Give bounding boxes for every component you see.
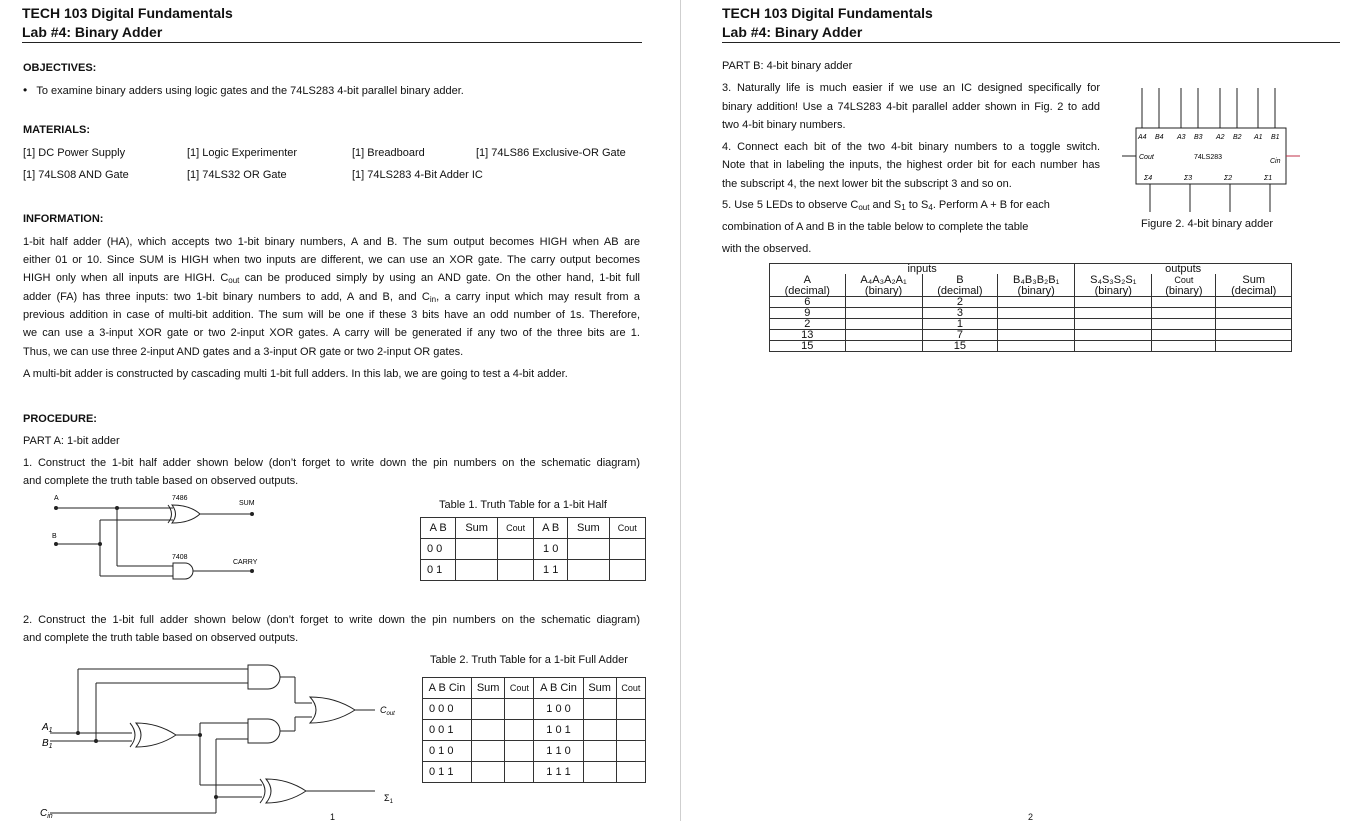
cout-pin: Cout [1139,154,1154,161]
material-item: [1] Breadboard [352,147,425,159]
right-page: TECH 103 Digital Fundamentals Lab #4: Binary Adder PART B: 4-bit binary adder 3. Naturally life is much easier if we use an IC designed specifically for binary addition! Use a 74LS283 4-bit parallel adder shown in Fig. 2 to add two 4-bit binary numbers. 4. Connect each bit of the two 4-bit binary numbers to a toggle switch. Note that in labeling the inputs, the highest order bit for each number has the subscript 4, the next lower bit the subscript 3 and so on. 5. Use 5 LEDs to observe $C_{out}$ and $S_1$ to $S_4$. Perform A + B for each combination of A and B in the table below to complete the table with the observed. A4 B4 A3 B3 A2 B2 A1 B1 Σ4 Σ3 Σ2 Σ1 Cout Cin 74LS283 Figure 2. 4-bit binary adder inputs outputs A A₄A₃A₂A₁ B B₄B₃B₂B₁ S₄S₃S₂S₁ Cout Sum (decimal) (binary) (decimal) (binary) (binary) (binary) (decimal) 6 2 9 3 2 1 13 7 15 15 2 [680,0,1356,821]
course-title: TECH 103 Digital Fundamentals [22,5,233,21]
table-row: 15 15 [770,341,1292,352]
table-row: 9 3 [770,308,1292,319]
objective-item: • To examine binary adders using logic gates and the 74LS283 4-bit parallel binary adder. [23,83,464,97]
table-row: 0 0 1 1 0 1 [423,720,646,741]
information-heading: INFORMATION: [23,213,104,225]
step2-text-cont: and complete the truth table based on observed outputs. [23,632,299,644]
input-b1-label: $B_1$ [42,738,53,750]
table2-caption: Table 2. Truth Table for a 1-bit Full Adder [430,654,628,666]
page-number: 1 [330,812,336,822]
procedure-heading: PROCEDURE: [23,413,97,425]
svg-text:Σ2: Σ2 [1224,175,1233,182]
material-item: [1] 74LS08 AND Gate [23,169,129,181]
material-item: [1] DC Power Supply [23,147,126,159]
step1-text: 1. Construct the 1-bit half adder shown below (don’t forget to write down the pin numbers on the schematic diagram) [23,457,640,469]
step2-text: 2. Construct the 1-bit full adder shown below (don’t forget to write down the pin numbers on the schematic diagram) [23,614,640,626]
table-row: 2 1 [770,319,1292,330]
header-rule [22,42,642,43]
table1-caption: Table 1. Truth Table for a 1-bit Half [439,499,607,511]
svg-text:B3: B3 [1194,134,1203,141]
table-row: 0 1 0 1 1 0 [423,741,646,762]
svg-text:A4: A4 [1138,134,1147,141]
svg-text:Σ4: Σ4 [1144,175,1153,182]
part-b-heading: PART B: 4-bit binary adder [722,60,853,72]
table-row: 13 7 [770,330,1292,341]
part-a-heading: PART A: 1-bit adder [23,435,120,447]
lab-title: Lab #4: Binary Adder [22,24,163,40]
table2-full-adder [422,677,646,783]
cin-label: $C_{in}$ [40,808,53,820]
svg-text:Σ3: Σ3 [1184,175,1193,182]
page-header [722,4,933,42]
svg-text:B4: B4 [1155,134,1164,141]
table-group-header: inputs outputs [770,264,1292,275]
figure2-caption: Figure 2. 4-bit binary adder [1141,218,1274,230]
table-row: 0 1 1 1 [421,560,646,581]
table-row: 0 0 1 0 [421,539,646,560]
and-chip-label: 7408 [172,554,188,561]
cin-pin: Cin [1270,158,1281,165]
input-a1-label: $A_1$ [42,722,53,734]
adder-ic-figure [1110,86,1300,218]
svg-text:B1: B1 [1271,134,1280,141]
ic-name: 74LS283 [1194,154,1223,161]
left-page: TECH 103 Digital Fundamentals Lab #4: Binary Adder OBJECTIVES: • To examine binary adders using logic gates and the 74LS283 4-bit parallel binary adder. MATERIALS: [1] DC Power Supply [1] Logic Experimenter [1] Breadboard [1] 74LS86 Exclusive-OR Gate [1] 74LS08 AND Gate [1] 74LS32 OR Gate [1] 74LS283 4-Bit Adder IC INFORMATION: 1-bit half adder (HA), which accepts two 1-bit binary numbers, A and B. The sum output becomes HIGH when AB are either 01 or 10. Since SUM is HIGH when two inputs are different, we can use an XOR gate. The carry output becomes HIGH only when all inputs are HIGH. $C_{out}$ can be produced simply by using an AND gate. On the other hand, 1-bit full adder (FA) has three inputs: two 1-bit binary numbers to add, A and B, and $C_{in}$, a carry input which may result from a previous addition in case of multi-bit addition. The sum will be one if these 3 bits have an odd number of 1s. Therefore, we can use a 3-input XOR gate or two 2-input XOR gates. A carry will be generated if any two of the three bits are 1. Thus, we can use three 2-input AND gates and a 3-input OR gate or two 2-input OR gates. A multi-bit adder is constructed by cascading multi 1-bit full adders. In this lab, we are going to test a 4-bit adder. PROCEDURE: PART A: 1-bit adder 1. Construct the 1-bit half adder shown below (don’t forget to write down the pin numbers on the schematic diagram) and complete the truth table based on observed outputs. A B 7486 SUM 7408 CARRY Table 1. Truth Table for a 1-bit Half A B Sum Cout A B Sum Cout 0 0 1 0 0 1 1 1 2. Construct the 1-bit full adder shown below (don’t forget to write down the pin numbers on the schematic diagram) and complete the truth table based on observed outputs. $A_1$ $B_1$ $C_{in}$ $C_{out}$ $\Sigma_1$ Table 2. Truth Table for a 1-bit Full Adder A B Cin Sum Cout A B Cin Sum Cout 0 0 0 1 0 0 0 0 1 1 0 1 0 1 0 1 1 0 0 1 1 1 1 1 1 [0,0,660,821]
svg-text:B2: B2 [1233,134,1242,141]
table-row: 0 0 0 1 0 0 [423,699,646,720]
carry-label: CARRY [233,559,258,566]
full-adder-schematic [30,655,410,821]
input-b-label: B [52,533,57,540]
multibit-paragraph: A multi-bit adder is constructed by cascading multi 1-bit full adders. In this lab, we are going to test a 4-bit adder. [23,368,568,380]
table-row: 0 1 1 1 1 1 [423,762,646,783]
page-number: 2 [1028,812,1034,822]
cout-label: $C_{out}$ [380,705,395,717]
materials-heading: MATERIALS: [23,124,91,136]
table1-half-adder [420,517,646,581]
xor-chip-label: 7486 [172,495,188,502]
header-rule [722,42,1340,43]
table-header-row: A B Sum Cout A B Sum Cout [421,518,646,539]
course-title: TECH 103 Digital Fundamentals [722,5,933,21]
table-header-row: A B Cin Sum Cout A B Cin Sum Cout [423,678,646,699]
objectives-heading: OBJECTIVES: [23,62,97,74]
material-item: [1] 74LS283 4-Bit Adder IC [352,169,483,181]
material-item: [1] 74LS86 Exclusive-OR Gate [476,147,626,159]
table-row: 6 2 [770,297,1292,308]
svg-text:A2: A2 [1216,134,1225,141]
half-adder-schematic [30,488,280,580]
table-header-row: (decimal) (binary) (decimal) (binary) (binary) (binary) (decimal) [770,286,1292,297]
sum-label: SUM [239,500,255,507]
material-item: [1] Logic Experimenter [187,147,298,159]
page-header [22,4,233,42]
table3-4bit-adder [769,263,1292,352]
table-header-row: A A₄A₃A₂A₁ B B₄B₃B₂B₁ S₄S₃S₂S₁ Cout Sum [770,274,1292,286]
svg-text:A3: A3 [1177,134,1186,141]
material-item: [1] 74LS32 OR Gate [187,169,287,181]
svg-text:A1: A1 [1254,134,1263,141]
svg-text:Σ1: Σ1 [1264,175,1273,182]
step1-text-cont: and complete the truth table based on observed outputs. [23,475,299,487]
lab-title: Lab #4: Binary Adder [722,24,863,40]
sum1-label: $\Sigma_1$ [384,793,393,805]
input-a-label: A [54,495,59,502]
